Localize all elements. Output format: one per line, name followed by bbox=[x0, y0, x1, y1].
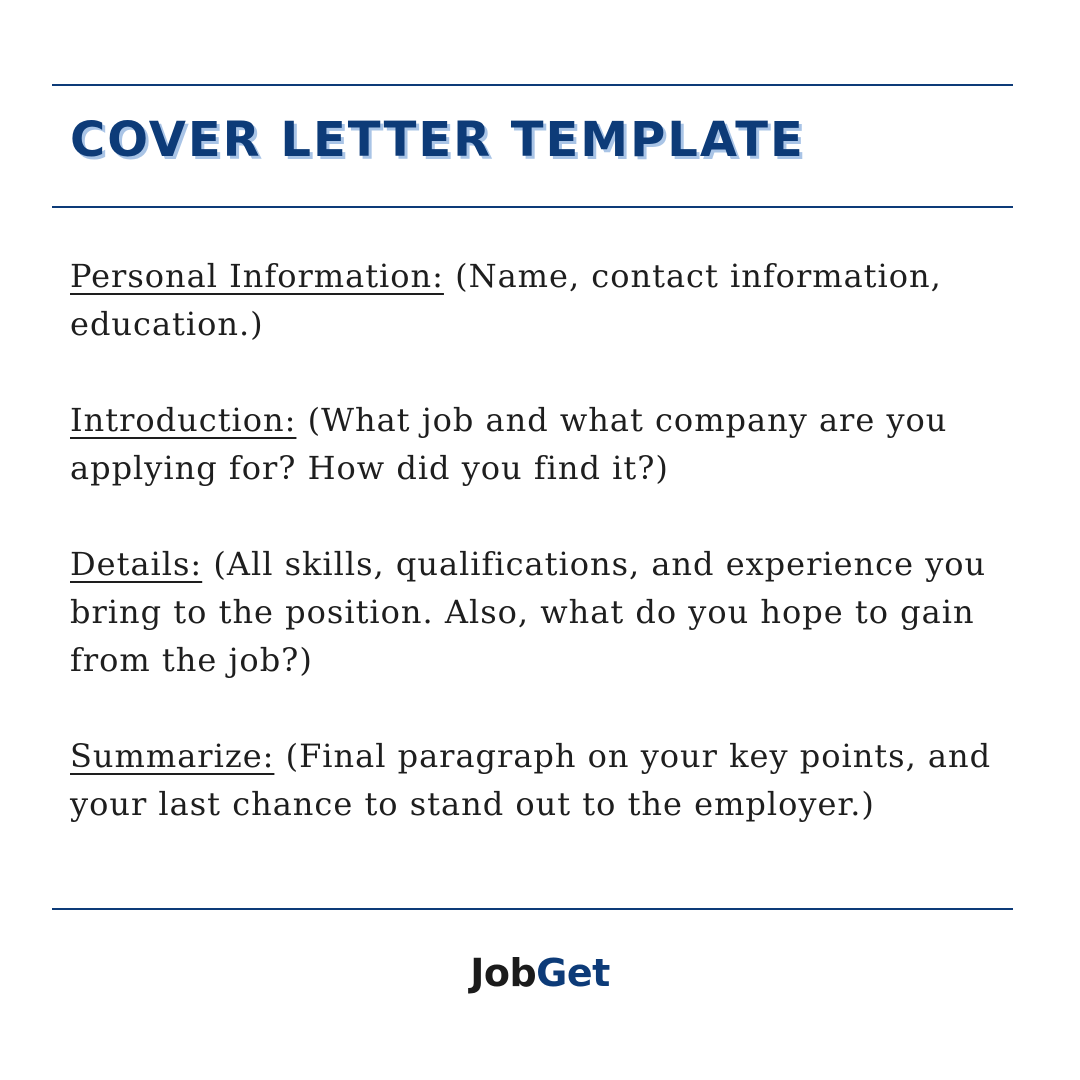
page-title: COVER LETTER TEMPLATE bbox=[70, 112, 805, 168]
section-description: (What job and what company are you applying for? How did you find it?) bbox=[70, 401, 948, 487]
title-divider bbox=[52, 206, 1013, 208]
section-label: Introduction: bbox=[70, 401, 297, 439]
section-personal-information bbox=[70, 252, 1020, 348]
section-label: Details: bbox=[70, 545, 203, 583]
section-details bbox=[70, 540, 1020, 684]
section-summarize bbox=[70, 732, 1020, 828]
logo-text-get: Get bbox=[536, 951, 610, 995]
jobget-logo bbox=[0, 946, 1080, 1000]
template-body bbox=[70, 252, 1020, 876]
section-label: Personal Information: bbox=[70, 257, 444, 295]
section-description: (All skills, qualifications, and experience you bring to the position. Also, what do you hope to gain from the job?) bbox=[70, 545, 987, 679]
section-description: (Final paragraph on your key points, and your last chance to stand out to the employer.) bbox=[70, 737, 992, 823]
logo-text-job: Job bbox=[470, 951, 537, 995]
section-description: (Name, contact information, education.) bbox=[70, 257, 942, 343]
section-introduction bbox=[70, 396, 1020, 492]
section-label: Summarize: bbox=[70, 737, 275, 775]
footer-divider bbox=[52, 908, 1013, 910]
top-divider bbox=[52, 84, 1013, 86]
